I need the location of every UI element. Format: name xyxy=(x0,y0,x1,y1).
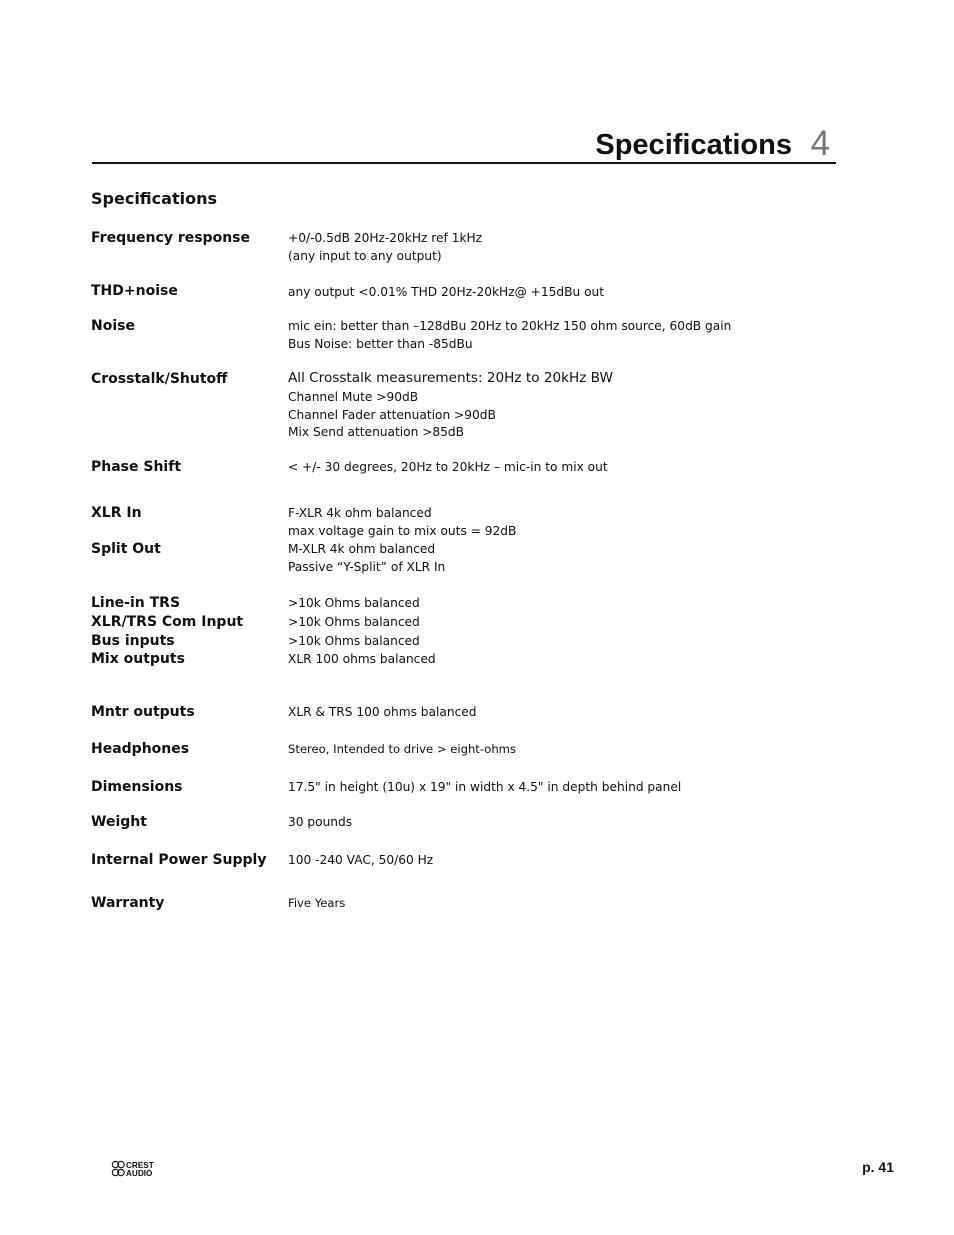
spec-value-warranty: Five Years xyxy=(288,896,346,910)
chapter-header xyxy=(92,126,836,164)
spec-label-warranty: Warranty xyxy=(91,895,165,911)
spec-value-line-in-trs: >10k Ohms balanced xyxy=(288,596,420,610)
spec-value-frequency-response-1: +0/-0.5dB 20Hz-20kHz ref 1kHz xyxy=(288,231,483,245)
spec-value-phase-shift: < +/- 30 degrees, 20Hz to 20kHz – mic-in to mix out xyxy=(288,460,608,474)
spec-label-dimensions: Dimensions xyxy=(91,779,183,795)
spec-label-bus-inputs: Bus inputs xyxy=(91,633,175,649)
spec-value-internal-power-supply: 100 -240 VAC, 50/60 Hz xyxy=(288,853,434,867)
spec-value-xlr-trs-com-input: >10k Ohms balanced xyxy=(288,615,420,629)
spec-value-split-out-1: M-XLR 4k ohm balanced xyxy=(288,542,436,556)
spec-label-mix-outputs: Mix outputs xyxy=(91,651,185,667)
spec-value-crosstalk-2: Channel Mute >90dB xyxy=(288,390,419,404)
spec-label-phase-shift: Phase Shift xyxy=(91,459,182,475)
spec-value-crosstalk-1: All Crosstalk measurements: 20Hz to 20kHz BW xyxy=(288,370,613,386)
spec-value-xlr-in-2: max voltage gain to mix outs = 92dB xyxy=(288,524,517,538)
spec-label-weight: Weight xyxy=(91,814,147,830)
spec-value-dimensions: 17.5" in height (10u) x 19" in width x 4.5" in depth behind panel xyxy=(288,780,682,794)
spec-value-mix-outputs: XLR 100 ohms balanced xyxy=(288,652,436,666)
spec-label-crosstalk: Crosstalk/Shutoff xyxy=(91,371,228,387)
logo-text-audio: AUDIO xyxy=(126,1169,153,1178)
spec-value-mntr-outputs: XLR & TRS 100 ohms balanced xyxy=(288,705,477,719)
spec-value-split-out-2: Passive “Y-Split” of XLR In xyxy=(288,560,446,574)
spec-label-thd-noise: THD+noise xyxy=(91,283,178,299)
spec-value-crosstalk-3: Channel Fader attenuation >90dB xyxy=(288,408,496,422)
spec-value-frequency-response-2: (any input to any output) xyxy=(288,249,442,263)
spec-value-crosstalk-4: Mix Send attenuation >85dB xyxy=(288,425,465,439)
spec-value-weight: 30 pounds xyxy=(288,815,353,829)
spec-label-headphones: Headphones xyxy=(91,741,190,757)
spec-label-xlr-trs-com-input: XLR/TRS Com Input xyxy=(91,614,244,630)
chapter-title: Specifications xyxy=(595,129,792,161)
spec-label-mntr-outputs: Mntr outputs xyxy=(91,704,195,720)
crest-audio-logo xyxy=(111,1160,171,1178)
spec-label-line-in-trs: Line-in TRS xyxy=(91,595,181,611)
spec-label-frequency-response: Frequency response xyxy=(91,230,250,246)
chapter-number: 4 xyxy=(810,124,830,163)
spec-value-headphones: Stereo, Intended to drive > eight-ohms xyxy=(288,742,517,756)
spec-value-noise-2: Bus Noise: better than -85dBu xyxy=(288,337,473,351)
spec-value-xlr-in-1: F-XLR 4k ohm balanced xyxy=(288,506,432,520)
spec-label-internal-power-supply: Internal Power Supply xyxy=(91,852,267,868)
section-heading: Specifications xyxy=(91,189,217,208)
spec-value-thd-noise: any output <0.01% THD 20Hz-20kHz@ +15dBu out xyxy=(288,285,605,299)
spec-value-bus-inputs: >10k Ohms balanced xyxy=(288,634,420,648)
spec-label-split-out: Split Out xyxy=(91,541,161,557)
spec-label-noise: Noise xyxy=(91,318,135,334)
spec-label-xlr-in: XLR In xyxy=(91,505,142,521)
logo-text-crest: CREST xyxy=(126,1161,154,1170)
page-number: p. 41 xyxy=(862,1159,894,1175)
spec-value-noise-1: mic ein: better than –128dBu 20Hz to 20kHz 150 ohm source, 60dB gain xyxy=(288,319,732,333)
